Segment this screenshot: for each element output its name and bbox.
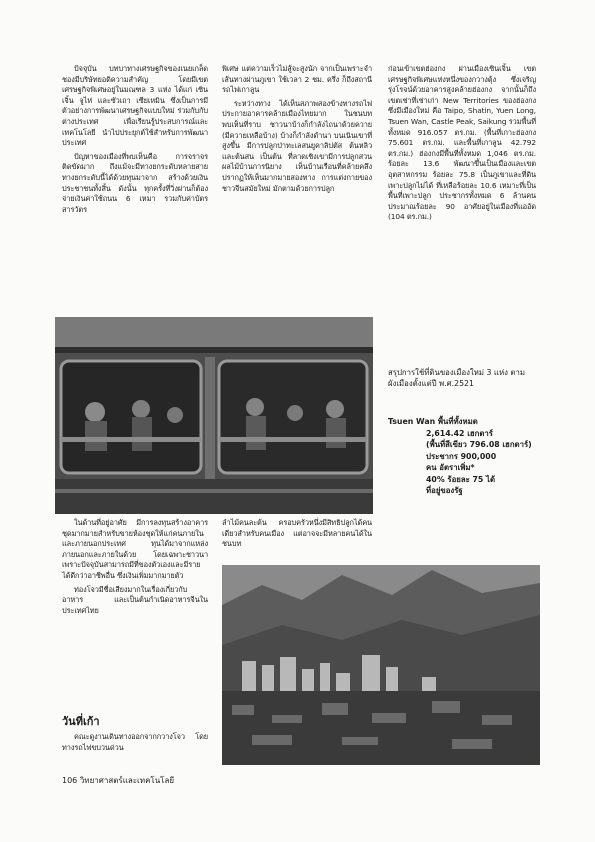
paragraph: ระหว่างทาง ได้เห็นสภาพสองข้างทางรถไฟ ประกายอาคารคล้ายเมืองไทยมาก ในชนบทพบเห็นที่ราบ ชาวนาบ้างก็กำลังไถนาด้วยควาย (มีควายเหลือบ้าง) บ้างก็กำลังดำนา บนเนินเขาที่สูงขึ้น มีการปลูกป่าทะเลสนยูคาลิปตัส ต้นหลิวและต้นสน เป็นต้น ที่ลาดเชิงเขามีการปลูกสวนผลไม้บ้านการนิยาง เห็นบ้านเรือนที่คล้ายคลึงปรากฏให้เห็นมากมายสองทาง การแต่งกายของชาวจีนสมัยใหม่ มักตามด้วยการปลูก <box>222 98 372 193</box>
paragraph: ท่องโจวมีชื่อเสียงมากในเรื่องเกี่ยวกับอาหาร และเป็นต้นกำเนิดอาหารจีนในประเทศไทย <box>62 584 208 615</box>
town-name: Tsuen Wan <box>388 417 436 426</box>
public-housing: ที่อยู่ของรัฐ <box>426 486 463 495</box>
figure-caption: สรุปการใช้ที่ดินของเมืองใหม่ 3 แห่ง ตามผังเมืองตั้งแต่ปี พ.ศ.2521 <box>388 368 525 388</box>
section-heading: วันที่เก้า <box>62 715 100 728</box>
population: ประชากร 900,000 <box>426 451 497 461</box>
photo-town-mountains <box>222 565 540 765</box>
page-footer: 106 วิทยาศาสตร์และเทคโนโลยี <box>62 776 175 785</box>
area-value: 2,614.42 เฮกตาร์ <box>426 428 493 438</box>
percentage: 40% ร้อยละ 75 ได้ <box>426 474 496 484</box>
paragraph: ก่อนเข้าเขตฮ่องกง ผ่านเมืองเซินเจิ้น เขตเศรษฐกิจพิเศษแห่งหนึ่งของกวางตุ้ง ซึ่งเจริญรุ่งโรจน์ด้วยอาคารสูงคล้ายฮ่องกง จากนั้นก็ถึงเขตเช่าที่เช่าเก่า New Territories ของฮ่องกง ซึ่งมีเมืองใหม่ คือ Taipo, Shatin, Yuen Long, Tsuen Wan, Castle Peak, Saikung รวมพื้นที่ทั้งหมด 916.057 ตร.กม. (พื้นที่เกาะฮ่องกง 75.601 ตร.กม. และพื้นที่เกาลูน 42.792 ตร.กม.) ฮ่องกงมีพื้นที่ทั้งหมด 1,046 ตร.กม. ร้อยละ 13.6 พัฒนาขึ้นเป็นเมืองและเขตอุตสาหกรรม ร้อยละ 75.8 เป็นภูเขาและที่ดินเพาะปลูกไม่ได้ ที่เหลือร้อยละ 10.6 เหมาะที่เป็นพื้นที่เพาะปลูก ประชากรทั้งหมด 6 ล้านคน ประมาณร้อยละ 90 อาศัยอยู่ในเมืองที่แออัด (104 ตร.กม.) <box>388 64 536 222</box>
paragraph: ปัญหาของเมืองที่พบเห็นคือ การจราจรติดขัดมาก ถึงแม้จะมีทางยกระดับหลายสาย ทางยกระดับนี้ได้ด้วยทุนมาจาก สร้างด้วยเงินประชาชนทั้งสิ้น ดังนั้น ทุกครั้งที่วิ่งผ่านก็ต้องจ่ายเงินค่าใช้ถนน 6 เหมา รวมกับค่าบัตรสารวัตร <box>62 151 208 214</box>
article-column-2 <box>222 64 372 197</box>
area-label: พื้นที่ทั้งหมด <box>437 417 478 426</box>
paragraph: พิเศษ แต่ความเร็วไม่สู้จะสูงนัก จากเป็นเพราะจำเส้นทางผ่านภูเขา ใช้เวลา 2 ชม. ครึ่ง ก็ถึงสถานีรถไฟเกาลูน <box>222 64 372 95</box>
tsuen-wan-summary <box>388 416 538 497</box>
paragraph: ในด้านที่อยู่อาศัย มีการลงทุนสร้างอาคารชุดมากมายสำหรับขายห้องชุดให้แก่คนภายใน และภายนอกประเทศ ทุนได้มาจากแหล่งภายนอกและภายในด้วย โดยเฉพาะชาวนาเพราะปัจจุบันสามารถมีที่ของตัวเองและมีรายได้ดีกว่าอาชีพอื่น ซึ่งเงินเพิ่มมากมายตัว <box>62 518 208 580</box>
article-column-4 <box>62 518 208 619</box>
paragraph: ลำไม้คนละต้น ครอบครัวหนึ่งมีสิทธิปลูกได้คนเดียวสำหรับคนเมือง แต่อาจจะมีหลายคนได้ในชนบท <box>222 518 372 549</box>
growth-rate: คน อัตราเพิ่ม* <box>426 463 475 472</box>
article-column-6 <box>62 732 208 756</box>
green-area: (พื้นที่สีเขียว 796.08 เฮกตาร์) <box>426 440 532 449</box>
article-column-5 <box>222 518 372 553</box>
paragraph: ปัจจุบัน บทบาทางเศรษฐกิจของเนยเกล็ดชองมีบริษัทยอดิความสำคัญ โดยมีเขตเศรษฐกิจพิเศษอยู่ในมณฑล 3 แห่ง ได้แก่ เซินเจิ้น จูไห่ และซัวเถา เซียเหมิน ซึ่งเป็นการมีตัวอย่างการพัฒนาเศรษฐกิจแบบใหม่ ร่วมกับกับต่างประเทศ เพื่อเรียนรู้ประสบการณ์และเทคโนโลยี นำไปประยุกต์ใช้สำหรับการพัฒนาประเทศ <box>62 64 208 148</box>
tsuen-wan-heading <box>388 416 538 428</box>
paragraph: คณะดูงานเดินทางออกจากกวางโจว โดยทางรถไฟขบวนด่วน <box>62 732 208 752</box>
article-column-3 <box>388 64 536 226</box>
article-column-1 <box>62 64 208 218</box>
photo-bus-windows <box>55 317 373 514</box>
